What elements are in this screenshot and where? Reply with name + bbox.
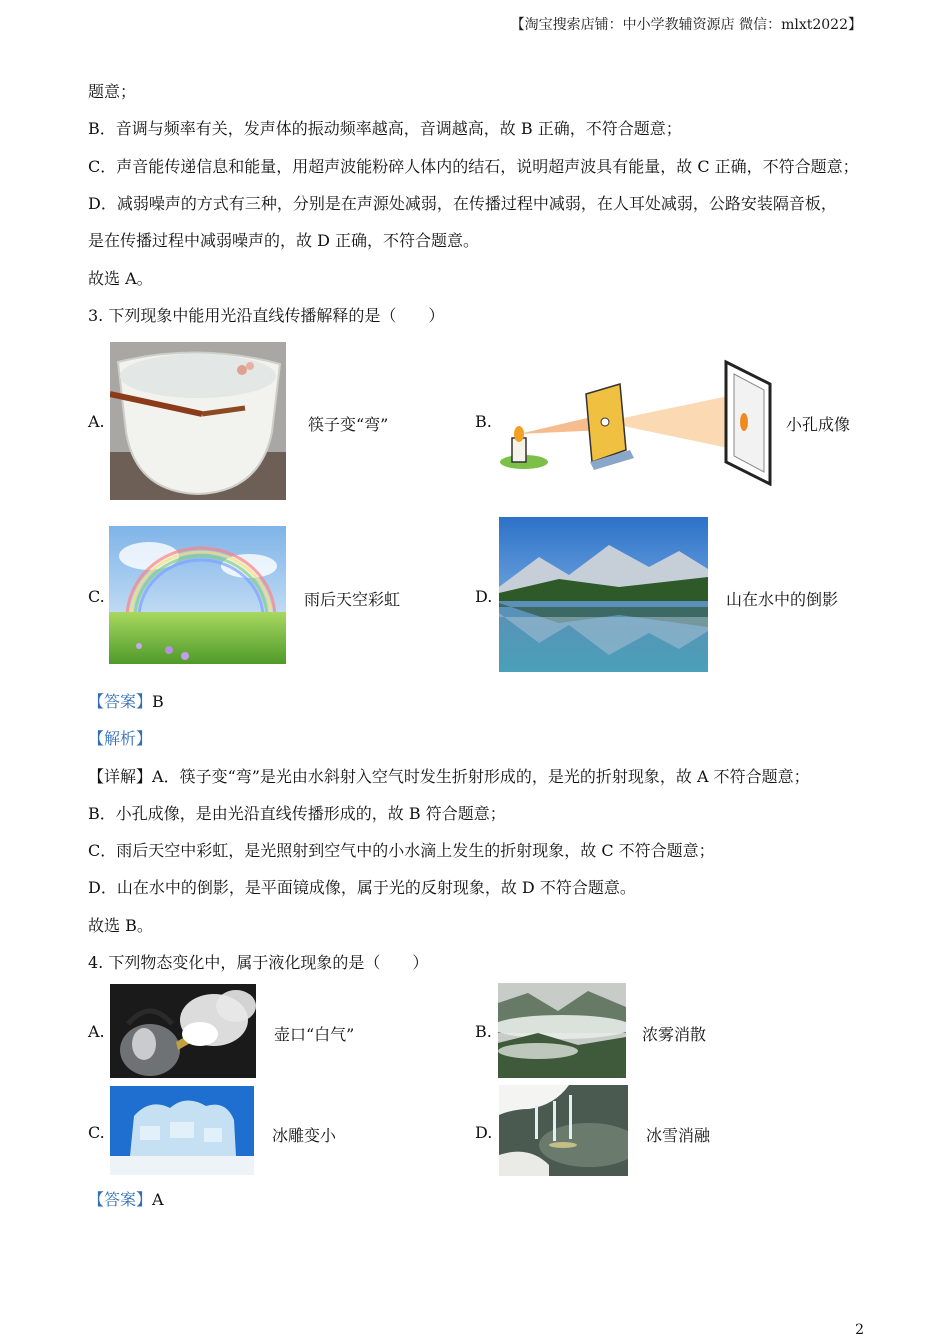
answer-value: B — [152, 692, 164, 711]
question-3-stem: 3. 下列现象中能用光沿直线传播解释的是（ ） — [88, 306, 445, 325]
answer-tag: 【答案】 — [88, 692, 153, 711]
melting-icicles-image — [499, 1085, 628, 1176]
detail-tag: 【详解】 — [88, 767, 153, 786]
question-4-stem: 4. 下列物态变化中，属于液化现象的是（ ） — [88, 953, 429, 972]
fog-mountains-image — [498, 983, 626, 1078]
option-caption: 浓雾消散 — [642, 1025, 707, 1044]
detail-line: D．山在水中的倒影，是平面镜成像，属于光的反射现象，故 D 不符合题意。 — [88, 878, 636, 897]
rainbow-image — [109, 526, 286, 664]
option-caption: 雨后天空彩虹 — [304, 590, 401, 609]
detail-text: A．筷子变“弯”是光由水斜射入空气时发生折射形成的，是光的折射现象，故 A 不符合题意； — [152, 767, 810, 786]
option-letter: D. — [475, 1123, 493, 1142]
answer-value: A — [152, 1190, 164, 1209]
text-line: D．减弱噪声的方式有三种，分别是在声源处减弱，在传播过程中减弱，在人耳处减弱，公路安装隔音板， — [88, 194, 837, 213]
text-line: 故选 A。 — [88, 269, 153, 288]
option-caption: 冰雪消融 — [646, 1126, 711, 1145]
text-line: 是在传播过程中减弱噪声的，故 D 正确，不符合题意。 — [88, 231, 480, 250]
option-letter: D. — [475, 587, 493, 606]
chopsticks-in-bowl-image — [110, 342, 286, 500]
option-letter: A. — [88, 412, 105, 431]
page-header: 【淘宝搜索店铺：中小学教辅资源店 微信：mlxt2022】 — [510, 17, 862, 33]
analysis-tag: 【解析】 — [88, 729, 153, 748]
option-caption: 山在水中的倒影 — [726, 590, 839, 609]
option-letter: B. — [475, 412, 492, 431]
option-letter: B. — [475, 1022, 492, 1041]
option-caption: 小孔成像 — [786, 415, 851, 434]
detail-line: C．雨后天空中彩虹，是光照射到空气中的小水滴上发生的折射现象，故 C 不符合题意； — [88, 841, 715, 860]
text-line: 题意； — [88, 82, 137, 101]
option-caption: 筷子变“弯” — [308, 415, 389, 434]
option-caption: 壶口“白气” — [274, 1025, 355, 1044]
answer-tag: 【答案】 — [88, 1190, 153, 1209]
kettle-steam-image — [110, 984, 256, 1078]
detail-line: 故选 B。 — [88, 916, 153, 935]
detail-line: B．小孔成像，是由光沿直线传播形成的，故 B 符合题意； — [88, 804, 506, 823]
text-line: C．声音能传递信息和能量，用超声波能粉碎人体内的结石，说明超声波具有能量，故 C 正确，不符合题意； — [88, 157, 859, 176]
page-number: 2 — [855, 1322, 864, 1338]
option-caption: 冰雕变小 — [272, 1126, 337, 1145]
ice-sculpture-image — [110, 1086, 254, 1175]
text-line: B．音调与频率有关，发声体的振动频率越高，音调越高，故 B 正确，不符合题意； — [88, 119, 682, 138]
option-letter: C. — [88, 1123, 105, 1142]
option-letter: C. — [88, 587, 105, 606]
option-letter: A. — [88, 1022, 105, 1041]
mountain-reflection-image — [499, 517, 708, 672]
pinhole-camera-image — [494, 358, 774, 486]
